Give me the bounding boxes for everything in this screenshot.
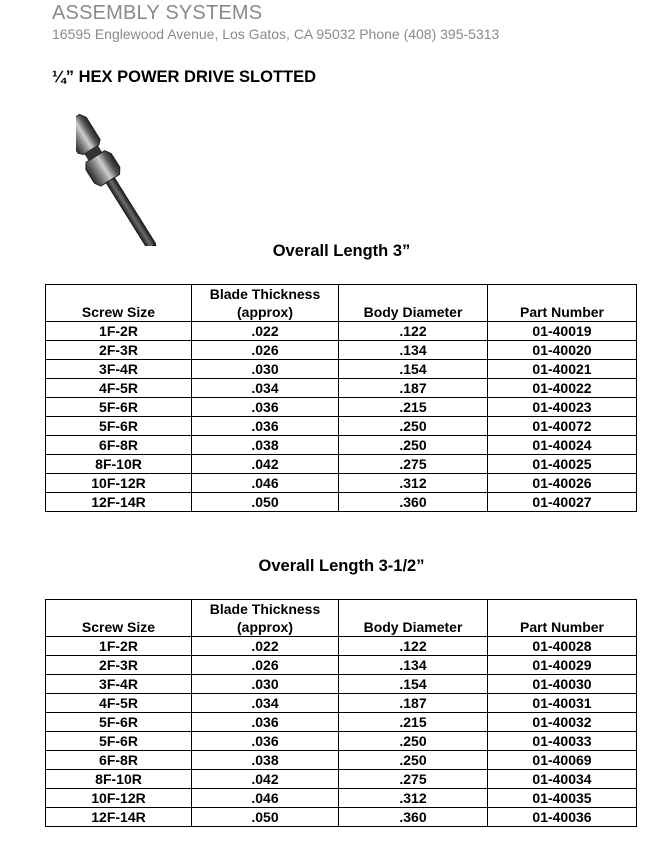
blade-thickness-cell: .022 [192,322,339,341]
blade-thickness-cell: .038 [192,751,339,770]
body-diameter-cell: .312 [339,474,488,493]
table-row [46,732,637,751]
table-row [46,493,637,512]
part-number-cell: 01-40026 [488,474,637,493]
body-diameter-cell: .154 [339,675,488,694]
screw-size-cell: 5F-6R [46,417,192,436]
body-diameter-cell: .122 [339,322,488,341]
column-header-screw-size: Screw Size [46,600,192,637]
column-header-blade-thickness: Blade Thickness (approx) [192,600,339,637]
part-number-cell: 01-40022 [488,379,637,398]
part-number-cell: 01-40021 [488,360,637,379]
body-diameter-cell: .215 [339,398,488,417]
screw-size-cell: 4F-5R [46,379,192,398]
blade-thickness-cell: .030 [192,675,339,694]
body-diameter-cell: .360 [339,808,488,827]
blade-thickness-cell: .036 [192,713,339,732]
body-diameter-cell: .187 [339,694,488,713]
column-header-part-number: Part Number [488,285,637,322]
column-header-body-diameter: Body Diameter [339,285,488,322]
company-address: 16595 Englewood Avenue, Los Gatos, CA 95032 Phone (408) 395-5313 [52,26,500,42]
blade-thickness-cell: .038 [192,436,339,455]
part-number-cell: 01-40072 [488,417,637,436]
part-number-cell: 01-40027 [488,493,637,512]
screw-size-cell: 8F-10R [46,455,192,474]
part-number-cell: 01-40023 [488,398,637,417]
body-diameter-cell: .187 [339,379,488,398]
table-row [46,808,637,827]
table-row [46,436,637,455]
table-row [46,455,637,474]
screw-size-cell: 1F-2R [46,637,192,656]
screw-size-cell: 5F-6R [46,732,192,751]
body-diameter-cell: .154 [339,360,488,379]
body-diameter-cell: .250 [339,436,488,455]
part-number-cell: 01-40033 [488,732,637,751]
spec-table [45,599,637,827]
column-header-part-number: Part Number [488,600,637,637]
part-number-cell: 01-40031 [488,694,637,713]
blade-thickness-cell: .022 [192,637,339,656]
part-number-cell: 01-40036 [488,808,637,827]
table-row [46,398,637,417]
blade-thickness-cell: .036 [192,398,339,417]
body-diameter-cell: .360 [339,493,488,512]
column-header-blade-thickness: Blade Thickness (approx) [192,285,339,322]
part-number-cell: 01-40028 [488,637,637,656]
screw-size-cell: 8F-10R [46,770,192,789]
table-row [46,751,637,770]
screw-size-cell: 1F-2R [46,322,192,341]
body-diameter-cell: .312 [339,789,488,808]
body-diameter-cell: .122 [339,637,488,656]
screw-size-cell: 5F-6R [46,398,192,417]
blade-thickness-cell: .046 [192,789,339,808]
body-diameter-cell: .250 [339,751,488,770]
blade-thickness-cell: .030 [192,360,339,379]
screw-size-cell: 5F-6R [46,713,192,732]
blade-thickness-cell: .026 [192,656,339,675]
blade-thickness-cell: .034 [192,379,339,398]
section-title: Overall Length 3” [272,242,411,260]
column-header-body-diameter: Body Diameter [339,600,488,637]
screwdriver-bit-icon [76,104,202,246]
table-header-row [46,600,637,637]
part-number-cell: 01-40069 [488,751,637,770]
table-row [46,694,637,713]
body-diameter-cell: .250 [339,417,488,436]
company-name: ASSEMBLY SYSTEMS [52,2,263,24]
table-row [46,379,637,398]
section-title: Overall Length 3-1/2” [258,557,425,575]
product-title: ¼” HEX POWER DRIVE SLOTTED [52,68,317,86]
screw-size-cell: 4F-5R [46,694,192,713]
screw-size-cell: 10F-12R [46,789,192,808]
screw-size-cell: 3F-4R [46,360,192,379]
part-number-cell: 01-40024 [488,436,637,455]
spec-table [45,284,637,512]
part-number-cell: 01-40025 [488,455,637,474]
table-row [46,789,637,808]
blade-thickness-cell: .036 [192,417,339,436]
part-number-cell: 01-40035 [488,789,637,808]
screw-size-cell: 12F-14R [46,808,192,827]
blade-thickness-cell: .050 [192,493,339,512]
blade-thickness-cell: .026 [192,341,339,360]
body-diameter-cell: .275 [339,770,488,789]
screw-size-cell: 12F-14R [46,493,192,512]
table-row [46,637,637,656]
part-number-cell: 01-40034 [488,770,637,789]
table-row [46,341,637,360]
table-row [46,713,637,732]
table-row [46,360,637,379]
part-number-cell: 01-40029 [488,656,637,675]
part-number-cell: 01-40019 [488,322,637,341]
part-number-cell: 01-40030 [488,675,637,694]
blade-thickness-cell: .042 [192,770,339,789]
table-row [46,656,637,675]
body-diameter-cell: .250 [339,732,488,751]
screw-size-cell: 6F-8R [46,751,192,770]
column-header-screw-size: Screw Size [46,285,192,322]
table-row [46,474,637,493]
screw-size-cell: 2F-3R [46,656,192,675]
screw-size-cell: 6F-8R [46,436,192,455]
part-number-cell: 01-40020 [488,341,637,360]
table-row [46,675,637,694]
table-row [46,770,637,789]
body-diameter-cell: .215 [339,713,488,732]
screw-size-cell: 3F-4R [46,675,192,694]
screw-size-cell: 10F-12R [46,474,192,493]
table-row [46,417,637,436]
blade-thickness-cell: .036 [192,732,339,751]
table-header-row [46,285,637,322]
part-number-cell: 01-40032 [488,713,637,732]
blade-thickness-cell: .046 [192,474,339,493]
body-diameter-cell: .134 [339,656,488,675]
table-row [46,322,637,341]
blade-thickness-cell: .050 [192,808,339,827]
screw-size-cell: 2F-3R [46,341,192,360]
blade-thickness-cell: .042 [192,455,339,474]
blade-thickness-cell: .034 [192,694,339,713]
body-diameter-cell: .134 [339,341,488,360]
body-diameter-cell: .275 [339,455,488,474]
